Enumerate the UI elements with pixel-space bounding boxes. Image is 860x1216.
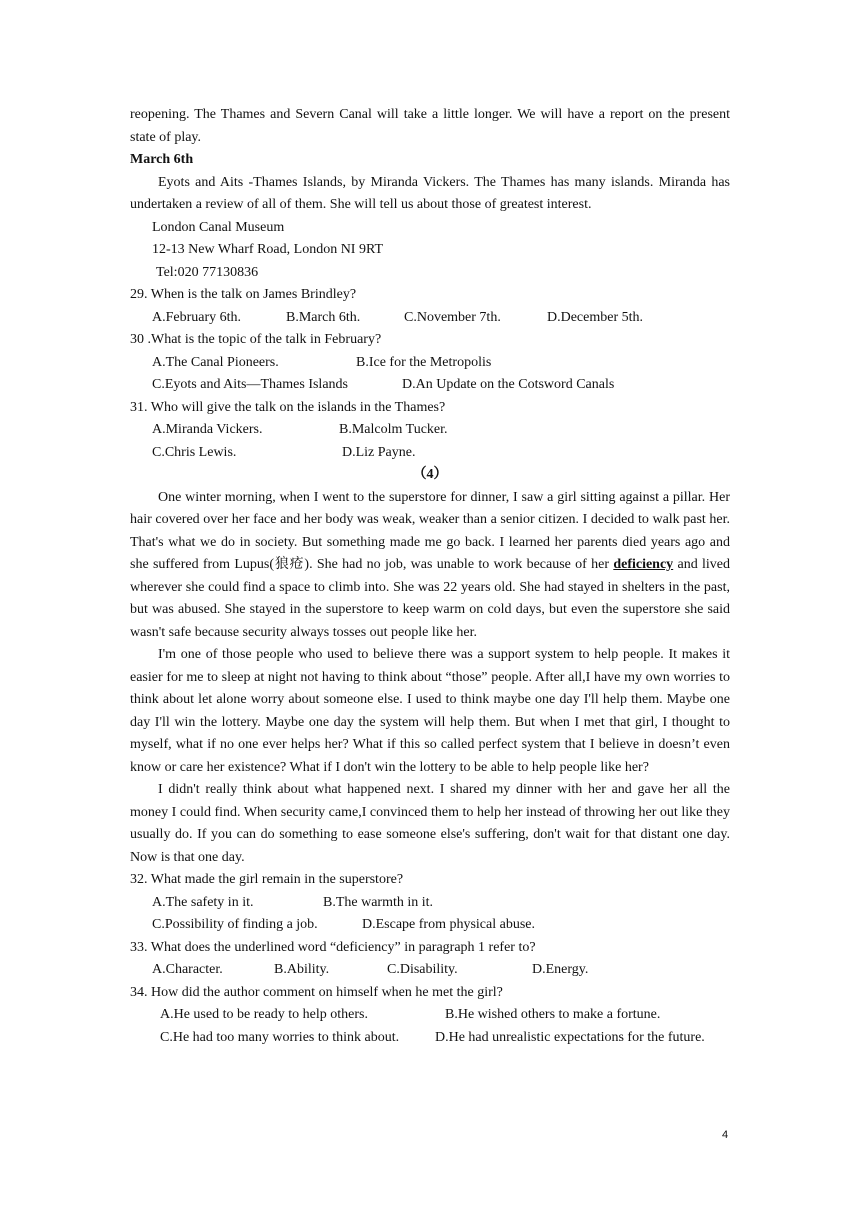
q30-option-d: D.An Update on the Cotsword Canals [402, 377, 615, 392]
museum-tel: Tel:020 77130836 [156, 264, 259, 280]
q33-stem: 33. What does the underlined word “deficiency” in paragraph 1 refer to? [130, 939, 536, 955]
q32-option-d: D.Escape from physical abuse. [362, 917, 535, 932]
museum-name: London Canal Museum [152, 219, 285, 235]
document-page [130, 104, 730, 1049]
q30-option-a: A.The Canal Pioneers. [152, 354, 279, 370]
museum-street: 12-13 New Wharf Road, London NI 9RT [152, 242, 384, 257]
q33-options [130, 959, 730, 982]
q29-option-d: D.December 5th. [547, 309, 644, 325]
q31-option-c: C.Chris Lewis. [152, 444, 237, 460]
q34-options-row1 [130, 1004, 730, 1027]
q30-option-b: B.Ice for the Metropolis [356, 354, 492, 370]
passage-p1-after: and lived wherever she could find a space to climb into. She was 22 years old. She had stayed in shelters in the past, but was abused. She stayed in the superstore to keep warm on cold days, but even the superstore she said wasn't safe because security always tosses out people like her. [130, 557, 730, 640]
q33-option-b: B.Ability. [274, 962, 330, 977]
q29-option-c: C.November 7th. [404, 309, 501, 325]
q34-options-row2 [130, 1027, 730, 1050]
q34-stem: 34. How did the author comment on himself when he met the girl? [130, 984, 503, 1000]
q32-option-b: B.The warmth in it. [323, 894, 434, 910]
q29-stem: 29. When is the talk on James Brindley? [130, 287, 357, 302]
q31-option-b: B.Malcolm Tucker. [339, 422, 448, 437]
page-number: 4 [722, 1129, 729, 1141]
intro-paragraph: reopening. The Thames and Severn Canal will take a little longer. We will have a report on the present state of play. [130, 107, 730, 145]
underlined-word-deficiency: deficiency [613, 557, 674, 572]
section-4-title: （4） [412, 467, 448, 482]
q29-options [130, 307, 730, 330]
q33-option-c: C.Disability. [387, 962, 458, 977]
q33-option-a: A.Character. [152, 962, 223, 977]
q34-option-d: D.He had unrealistic expectations for the future. [435, 1029, 705, 1045]
q30-option-c: C.Eyots and Aits—Thames Islands [152, 377, 348, 392]
q30-options-row2 [130, 374, 730, 397]
q29-option-a: A.February 6th. [152, 309, 242, 325]
q34-option-b: B.He wished others to make a fortune. [445, 1007, 661, 1022]
q34-option-c: C.He had too many worries to think about. [160, 1029, 400, 1045]
q31-option-a: A.Miranda Vickers. [152, 422, 263, 437]
march-paragraph: Eyots and Aits -Thames Islands, by Miranda Vickers. The Thames has many islands. Miranda has undertaken a review of all of them. She will tell us about those of greatest interest. [130, 174, 730, 212]
q32-option-a: A.The safety in it. [152, 894, 254, 910]
q31-stem: 31. Who will give the talk on the islands in the Thames? [130, 399, 446, 415]
q29-option-b: B.March 6th. [286, 309, 361, 325]
q31-option-d: D.Liz Payne. [342, 444, 416, 460]
q34-option-a: A.He used to be ready to help others. [160, 1007, 368, 1022]
q32-stem: 32. What made the girl remain in the superstore? [130, 872, 404, 887]
q33-option-d: D.Energy. [532, 962, 589, 977]
q30-stem: 30 .What is the topic of the talk in February? [130, 332, 382, 347]
q32-options-row2 [130, 914, 730, 937]
q30-options-row1 [130, 352, 730, 375]
passage-p1-before: One winter morning, when I went to the superstore for dinner, I saw a girl sitting against a pillar. Her hair covered over her face and her body was weak, weaker than a senior citizen. I decided to walk past her. That's what we do in society. But something made me go back. I learned her parents died years ago and she suffered from Lupus(狼疮). She had no job, was unable to work because of her [130, 489, 730, 572]
passage-paragraph-1 [130, 487, 730, 645]
q32-options-row1 [130, 892, 730, 915]
q32-option-c: C.Possibility of finding a job. [152, 917, 318, 932]
q31-options-row1 [130, 419, 730, 442]
passage-paragraph-3: I didn't really think about what happened next. I shared my dinner with her and gave her all the money I could find. When security came,I convinced them to help her instead of throwing her out like they usually do. If you can do something to ease someone else's suffering, don't wait for that distant one day. Now is that one day. [130, 782, 730, 865]
q31-options-row2 [130, 442, 730, 465]
march-heading: March 6th [130, 152, 194, 167]
passage-paragraph-2: I'm one of those people who used to believe there was a support system to help people. It makes it easier for me to sleep at night not having to think about “those” people. After all,I have my own worries to think about let alone worry about someone else. I used to think maybe one day I'll help them. Maybe one day I'll win the lottery. Maybe one day the system will help them. But when I met that girl, I thought to myself, what if no one ever helps her? What if this so called perfect system that I believe in doesn’t even know or care her existence? What if I don't win the lottery to be able to help people like her? [130, 647, 730, 775]
